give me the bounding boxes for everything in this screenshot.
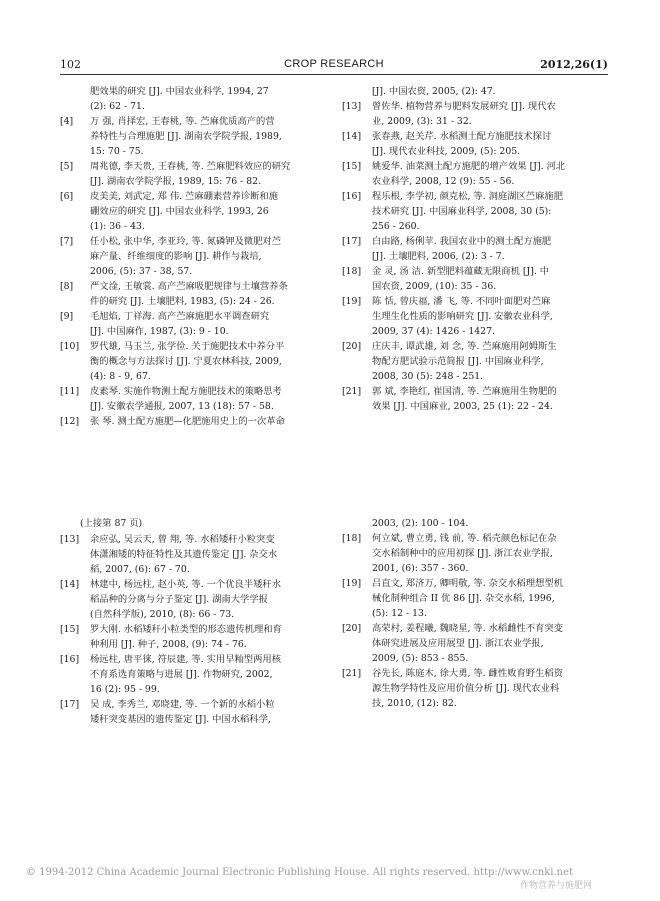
reference-item xyxy=(60,652,335,697)
references-top-right xyxy=(342,84,608,414)
continued-note: (上接第 87 页) xyxy=(80,518,143,529)
reference-number: [16] xyxy=(60,654,80,665)
reference-line: 国农资, 2009, (10): 35 - 36. xyxy=(372,281,497,292)
reference-item xyxy=(342,159,608,189)
reference-line: 何立斌, 曹立勇, 钱 前, 等. 稻壳颜色标记在杂 xyxy=(372,533,557,544)
reference-line: 15: 70 - 75. xyxy=(90,146,144,157)
reference-line: 姚爱华. 油菜测土配方施肥的增产效果 [J]. 河北 xyxy=(372,161,566,172)
references-bottom-right xyxy=(342,516,608,711)
reference-number: [15] xyxy=(60,624,80,635)
reference-item xyxy=(342,294,608,339)
reference-number: [21] xyxy=(342,386,362,397)
reference-line: 周兆德, 李天贵, 王春桃, 等. 苎麻肥料效应的研究 xyxy=(90,161,291,172)
reference-line: 技术研究 [J]. 中国麻业科学, 2008, 30 (5): xyxy=(372,206,552,217)
reference-line: 源生物学特性及应用价值分析 [J]. 现代农业科 xyxy=(372,683,560,694)
reference-item xyxy=(60,114,335,159)
reference-item xyxy=(342,99,608,129)
reference-item xyxy=(60,532,335,577)
reference-item xyxy=(60,159,335,189)
reference-line: (5): 12 - 13. xyxy=(372,608,427,619)
reference-line: 体研究进展及应用展望 [J]. 浙江农业学报, xyxy=(372,638,544,649)
reference-line: 严文淦, 王敏裳. 高产苎麻吸肥规律与土壤营养条 xyxy=(90,281,288,292)
reference-line: 硼效应的研究 [J]. 中国农业科学, 1993, 26 xyxy=(90,206,269,217)
reference-line: 张春燕, 赵关芹. 水稻测土配方施肥技术探讨 xyxy=(372,131,552,142)
reference-line: 皮素琴. 实施作物测土配方施肥技术的策略思考 xyxy=(90,386,282,397)
journal-title: CROP RESEARCH xyxy=(284,58,384,70)
reference-line: 皮美美, 刘武定, 郑 伟. 苎麻硼素营养诊断和施 xyxy=(90,191,279,202)
reference-item xyxy=(342,384,608,414)
reference-number: [17] xyxy=(60,699,80,710)
reference-line: 郭 斌, 李艳红, 崔国清, 等. 苎麻施用生物肥的 xyxy=(372,386,557,397)
reference-line: 任小松, 张中华, 李亚玲, 等. 氮磷钾及微肥对苎 xyxy=(90,236,281,247)
reference-line: [J]. 中国麻作, 1987, (3): 9 - 10. xyxy=(90,326,229,337)
reference-item xyxy=(60,309,335,339)
reference-line: 生理生化性质的影响研究 [J]. 安徽农业科学, xyxy=(372,311,553,322)
reference-line: 庄庆丰, 谭武雄, 刘 念, 等. 苎麻施用阿姆斯生 xyxy=(372,341,557,352)
reference-item xyxy=(342,129,608,159)
reference-number: [15] xyxy=(342,161,362,172)
reference-line: 交水稻制种中的应用初探 [J]. 浙江农业学报, xyxy=(372,548,553,559)
reference-number: [20] xyxy=(342,341,362,352)
reference-line: 吕直文, 郑济万, 卿明敬, 等. 杂交水稻理想型机 xyxy=(372,578,563,589)
reference-item xyxy=(60,234,335,279)
reference-continuation-line: 2003, (2): 100 - 104. xyxy=(372,518,469,529)
reference-line: 罗代雄, 马玉兰, 张学俭. 关于施肥技术中养分平 xyxy=(90,341,285,352)
reference-line: 张 琴. 测土配方施肥—化肥施用史上的一次革命 xyxy=(90,416,285,427)
reference-line: 物配方肥试验示范简报 [J]. 中国麻业科学, xyxy=(372,356,544,367)
reference-line: 林建中, 杨远柱, 赵小英, 等. 一个优良半矮秆水 xyxy=(90,579,281,590)
reference-line: 吴 成, 李秀兰, 邓晓建, 等. 一个新的水稻小粒 xyxy=(90,699,275,710)
reference-item xyxy=(60,189,335,234)
reference-number: [20] xyxy=(342,623,362,634)
reference-number: [13] xyxy=(60,534,80,545)
reference-line: 2008, 30 (5): 248 - 251. xyxy=(372,371,484,382)
reference-continuation-line: [J]. 中国农资, 2005, (2): 47. xyxy=(372,86,496,97)
reference-item xyxy=(60,339,335,384)
reference-item xyxy=(342,234,608,264)
reference-item xyxy=(60,384,335,414)
reference-line: 256 - 260. xyxy=(372,221,420,232)
reference-item xyxy=(342,339,608,384)
reference-line: 2009, (5): 853 - 855. xyxy=(372,653,469,664)
reference-line: 不育系选育策略与进展 [J]. 作物研究, 2002, xyxy=(90,669,273,680)
reference-number: [21] xyxy=(342,668,362,679)
reference-number: [19] xyxy=(342,296,362,307)
reference-line: 效果 [J]. 中国麻业, 2003, 25 (1): 22 - 24. xyxy=(372,401,553,412)
reference-line: (4): 8 - 9, 67. xyxy=(90,371,151,382)
reference-item xyxy=(342,621,608,666)
reference-item xyxy=(60,697,335,727)
reference-item xyxy=(60,279,335,309)
reference-line: 万 强, 肖择宏, 王春桃, 等. 苎麻优质高产的营 xyxy=(90,116,275,127)
reference-line: 杨远柱, 唐平徕, 符辰建, 等. 实用早籼型两用核 xyxy=(90,654,281,665)
reference-line: 业, 2009, (3): 31 - 32. xyxy=(372,116,472,127)
reference-line: 程乐根, 李学初, 颜克松, 等. 洞庭湖区苎麻施肥 xyxy=(372,191,563,202)
reference-line: 余应弘, 吴云天, 曾 翔, 等. 水稻矮秆小粒突变 xyxy=(90,534,275,545)
reference-line: [J]. 湖南农学院学报, 1989, 15: 76 - 82. xyxy=(90,176,262,187)
reference-line: (自然科学版), 2010, (8): 66 - 73. xyxy=(90,609,235,620)
reference-item xyxy=(342,189,608,234)
reference-item xyxy=(342,531,608,576)
reference-item xyxy=(342,576,608,621)
reference-line: [J]. 现代农业科技, 2009, (5): 205. xyxy=(372,146,521,157)
copyright-footer: © 1994-2012 China Academic Journal Electronic Publishing House. All rights reserved. http://www.cnki.net xyxy=(26,867,574,878)
reference-line: 罗大刚. 水稻矮秆小粒类型的形态遗传机理和育 xyxy=(90,624,282,635)
reference-number: [14] xyxy=(60,579,80,590)
reference-number: [16] xyxy=(342,191,362,202)
reference-line: 技, 2010, (12): 82. xyxy=(372,698,457,709)
reference-line: 农业科学, 2008, 12 (9): 55 - 56. xyxy=(372,176,515,187)
reference-line: 体潇湘矮的特征特性及其遗传鉴定 [J]. 杂交水 xyxy=(90,549,278,560)
reference-line: 金 灵, 汤 洁. 新型肥料蕴藏无限商机 [J]. 中 xyxy=(372,266,550,277)
reference-line: 衡的概念与方法探讨 [J]. 宁夏农林科技, 2009, xyxy=(90,356,282,367)
reference-item xyxy=(342,666,608,711)
reference-number: [11] xyxy=(60,386,80,397)
reference-number: [6] xyxy=(60,191,74,202)
reference-line: 陈 恬, 曾庆福, 潘 飞, 等. 不同叶面肥对苎麻 xyxy=(372,296,551,307)
reference-number: [19] xyxy=(342,578,362,589)
reference-number: [7] xyxy=(60,236,74,247)
reference-line: 谷先长, 陈庭木, 徐大勇, 等. 雌性败育野生稻资 xyxy=(372,668,563,679)
reference-item xyxy=(60,414,335,429)
reference-line: 稻品种的分离与分子鉴定 [J]. 湖南大学学报 xyxy=(90,594,268,605)
reference-line: 稻, 2007, (6): 67 - 70. xyxy=(90,564,190,575)
reference-item xyxy=(60,577,335,622)
reference-continuation-line: (2): 62 - 71. xyxy=(90,101,145,112)
reference-line: 2006, (5): 37 - 38, 57. xyxy=(90,266,193,277)
reference-number: [8] xyxy=(60,281,74,292)
reference-line: 种利用 [J]. 种子, 2008, (9): 74 - 76. xyxy=(90,639,247,650)
references-bottom-left xyxy=(60,516,335,727)
running-header xyxy=(60,58,608,74)
reference-number: [10] xyxy=(60,341,80,352)
reference-number: [18] xyxy=(342,266,362,277)
references-top-left xyxy=(60,84,335,429)
reference-line: [J]. 土壤肥料, 2006, (2): 3 - 7. xyxy=(372,251,505,262)
reference-number: [12] xyxy=(60,416,80,427)
site-watermark: 作物营养与施肥网 xyxy=(520,880,593,890)
reference-number: [9] xyxy=(60,311,74,322)
header-rule xyxy=(60,74,608,75)
reference-number: [13] xyxy=(342,101,362,112)
reference-number: [5] xyxy=(60,161,74,172)
reference-line: 2009, 37 (4): 1426 - 1427. xyxy=(372,326,495,337)
reference-line: 高荣村, 姜程曦, 魏晓星, 等. 水稻雌性不育突变 xyxy=(372,623,563,634)
reference-line: 矮秆突变基因的遗传鉴定 [J]. 中国水稻科学, xyxy=(90,714,271,725)
reference-item xyxy=(342,264,608,294)
reference-number: [17] xyxy=(342,236,362,247)
reference-item xyxy=(60,622,335,652)
issue-label: 2012,26(1) xyxy=(540,58,608,71)
reference-number: [18] xyxy=(342,533,362,544)
reference-line: 16 (2): 95 - 99. xyxy=(90,684,160,695)
reference-continuation-line: 肥效果的研究 [J]. 中国农业科学, 1994, 27 xyxy=(90,86,269,97)
reference-number: [14] xyxy=(342,131,362,142)
reference-line: 养特性与合理施肥 [J]. 湖南农学院学报, 1989, xyxy=(90,131,282,142)
reference-line: 件的研究 [J]. 土壤肥料, 1983, (5): 24 - 26. xyxy=(90,296,275,307)
reference-line: 毛旭焰, 丁祥海. 高产苎麻施肥水平调查研究 xyxy=(90,311,270,322)
reference-line: (1): 36 - 43. xyxy=(90,221,145,232)
page-number: 102 xyxy=(60,58,81,71)
reference-line: 2001, (6): 357 - 360. xyxy=(372,563,469,574)
reference-line: 曾佐华. 植物营养与肥料发展研究 [J]. 现代农 xyxy=(372,101,556,112)
reference-line: [J]. 安徽农学通报, 2007, 13 (18): 57 - 58. xyxy=(90,401,274,412)
reference-line: 白由路, 杨俐苹. 我国农业中的测土配方施肥 xyxy=(372,236,552,247)
reference-number: [4] xyxy=(60,116,74,127)
reference-line: 械化制种组合 II 优 86 [J]. 杂交水稻, 1996, xyxy=(372,593,555,604)
reference-line: 麻产量、纤维细度的影响 [J]. 耕作与栽培, xyxy=(90,251,262,262)
